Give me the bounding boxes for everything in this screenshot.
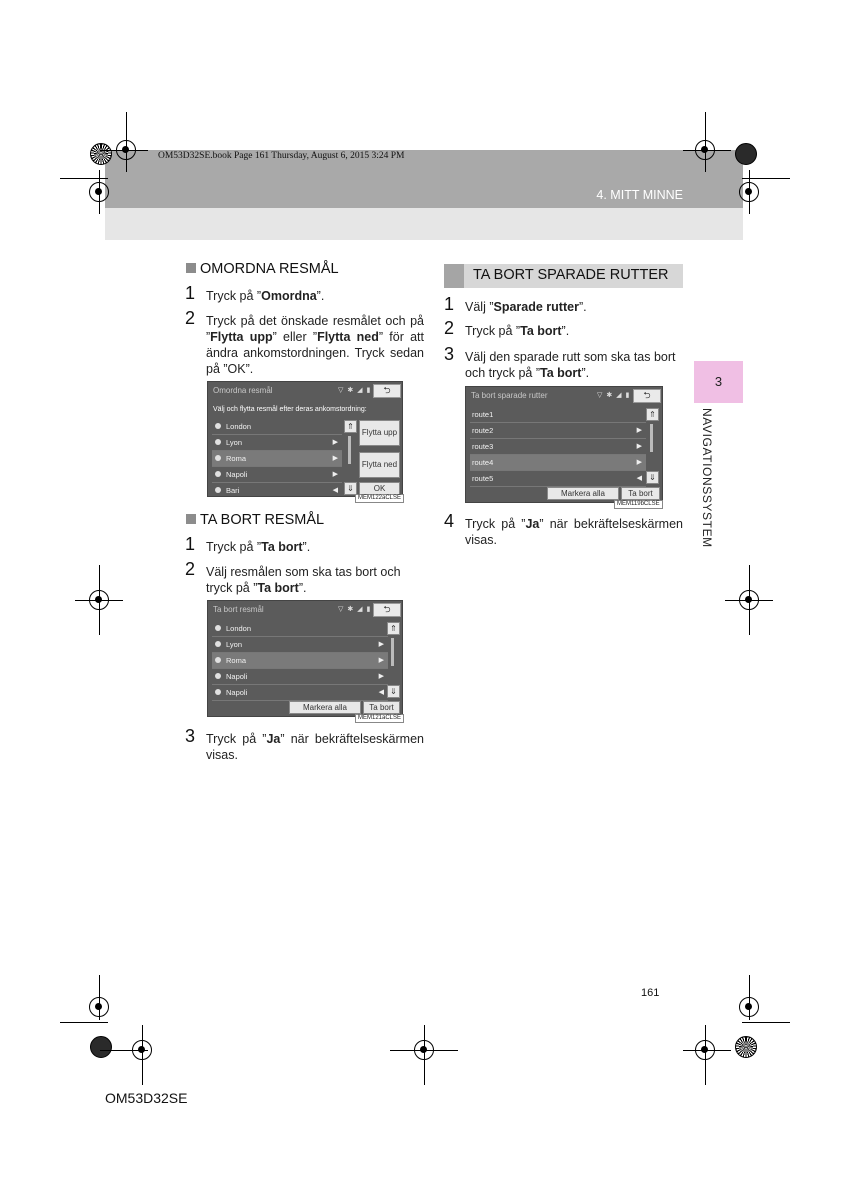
status-icons: ▽ ✱ ◢ ▮ bbox=[338, 387, 372, 394]
registration-mark-icon bbox=[89, 997, 109, 1017]
list-item[interactable]: Napoli ◀ bbox=[212, 685, 388, 701]
section-heading-delete-destinations: TA BORT RESMÅL bbox=[186, 512, 324, 528]
crop-mark bbox=[424, 1025, 425, 1085]
scroll-down-icon[interactable]: ⇓ bbox=[646, 471, 659, 484]
step-4: 4 Tryck på ”Ja” när bekräftelseskärmen visas. bbox=[444, 511, 683, 547]
book-info-line: OM53D32SE.book Page 161 Thursday, August 6, 2015 3:24 PM bbox=[158, 151, 405, 161]
list-item[interactable]: London bbox=[212, 419, 342, 435]
step-2: 2 Tryck på ”Ta bort”. bbox=[444, 318, 570, 338]
section-marker-icon bbox=[444, 264, 464, 288]
scrollbar[interactable] bbox=[391, 638, 394, 666]
crop-mark bbox=[749, 170, 750, 214]
scrollbar[interactable] bbox=[348, 436, 351, 464]
crop-mark bbox=[100, 150, 148, 151]
crop-mark bbox=[60, 178, 108, 179]
scroll-up-icon[interactable]: ⇑ bbox=[387, 622, 400, 635]
status-icons: ▽ ✱ ◢ ▮ bbox=[597, 392, 631, 399]
list-item[interactable]: route3 ▶ bbox=[470, 439, 646, 455]
screen-title: Ta bort resmål bbox=[213, 605, 264, 614]
select-all-button[interactable]: Markera alla bbox=[289, 701, 361, 714]
page-number: 161 bbox=[641, 987, 660, 999]
crop-mark bbox=[742, 1022, 790, 1023]
list-item[interactable]: London bbox=[212, 621, 388, 637]
select-all-button[interactable]: Markera alla bbox=[547, 487, 619, 500]
chapter-title: 4. MITT MINNE bbox=[596, 188, 683, 202]
section-heading-reorder: OMORDNA RESMÅL bbox=[186, 261, 339, 277]
print-rosette-icon bbox=[735, 1036, 757, 1058]
scroll-up-icon[interactable]: ⇑ bbox=[344, 420, 357, 433]
section-heading-delete-routes: TA BORT SPARADE RUTTER bbox=[444, 264, 683, 288]
chapter-tab-number: 3 bbox=[714, 374, 723, 389]
section-marker-icon bbox=[186, 514, 196, 524]
screenshot-delete-destinations bbox=[207, 600, 403, 717]
scroll-down-icon[interactable]: ⇓ bbox=[387, 685, 400, 698]
crop-mark bbox=[725, 600, 773, 601]
list-item[interactable]: Roma ▶ bbox=[212, 653, 388, 669]
delete-button[interactable]: Ta bort bbox=[363, 701, 400, 714]
list-item[interactable]: route1 bbox=[470, 407, 646, 423]
document-code: OM53D32SE bbox=[105, 1090, 188, 1106]
crop-mark bbox=[100, 1050, 148, 1051]
back-icon[interactable]: ⮌ bbox=[373, 384, 401, 398]
section-marker-icon bbox=[186, 263, 196, 273]
list-item[interactable]: Roma ▶ bbox=[212, 451, 342, 467]
crop-mark bbox=[142, 1025, 143, 1085]
header-subband bbox=[105, 208, 743, 240]
print-rosette-icon bbox=[90, 143, 112, 165]
step-2: 2 Välj resmålen som ska tas bort och tryck på ”Ta bort”. bbox=[185, 559, 401, 595]
screen-title: Omordna resmål bbox=[213, 386, 273, 395]
crop-mark bbox=[99, 170, 100, 214]
step-1: 1 Välj ”Sparade rutter”. bbox=[444, 294, 587, 314]
print-rosette-icon bbox=[90, 1036, 112, 1058]
move-down-button[interactable]: Flytta ned bbox=[359, 452, 400, 478]
crop-mark bbox=[683, 150, 731, 151]
crop-mark bbox=[75, 600, 123, 601]
list-item[interactable]: route5 ◀ bbox=[470, 471, 646, 487]
step-3: 3 Tryck på ”Ja” när bekräftelseskärmen visas. bbox=[185, 726, 424, 762]
list-item[interactable]: Lyon ▶ bbox=[212, 637, 388, 653]
scroll-up-icon[interactable]: ⇑ bbox=[646, 408, 659, 421]
list-item[interactable]: Bari ◀ bbox=[212, 483, 342, 497]
step-3: 3 Välj den sparade rutt som ska tas bort och tryck på ”Ta bort”. bbox=[444, 344, 676, 380]
scroll-down-icon[interactable]: ⇓ bbox=[344, 482, 357, 495]
list-item[interactable]: Napoli ▶ bbox=[212, 467, 342, 483]
step-1: 1 Tryck på ”Omordna”. bbox=[185, 283, 325, 303]
screenshot-delete-saved-routes bbox=[465, 386, 663, 503]
list-item[interactable]: Lyon ▶ bbox=[212, 435, 342, 451]
scrollbar[interactable] bbox=[650, 424, 653, 452]
crop-mark bbox=[705, 1025, 706, 1085]
chapter-tab-label: NAVIGATIONSSYSTEM bbox=[700, 408, 714, 548]
step-2: 2 Tryck på det önskade resmålet och på ”Flytta upp” eller ”Flytta ned” för att ändra ankomstordningen. Tryck sedan på ”OK”. bbox=[185, 308, 424, 376]
list-item[interactable]: Napoli ▶ bbox=[212, 669, 388, 685]
delete-button[interactable]: Ta bort bbox=[621, 487, 660, 500]
list-item[interactable]: route4 ▶ bbox=[470, 455, 646, 471]
figure-code: MEM119bCLSE bbox=[614, 500, 663, 509]
registration-mark-icon bbox=[739, 997, 759, 1017]
screen-instruction: Välj och flytta resmål efter deras ankomstordning: bbox=[213, 406, 367, 413]
status-icons: ▽ ✱ ◢ ▮ bbox=[338, 606, 372, 613]
crop-mark bbox=[683, 1050, 731, 1051]
back-icon[interactable]: ⮌ bbox=[633, 389, 661, 403]
crop-mark bbox=[60, 1022, 108, 1023]
chapter-tab bbox=[694, 361, 743, 403]
back-icon[interactable]: ⮌ bbox=[373, 603, 401, 617]
figure-code: MEM122aCLSE bbox=[355, 494, 404, 503]
print-rosette-icon bbox=[735, 143, 757, 165]
list-item[interactable]: route2 ▶ bbox=[470, 423, 646, 439]
screenshot-reorder-destinations bbox=[207, 381, 403, 497]
move-up-button[interactable]: Flytta upp bbox=[359, 420, 400, 446]
screen-title: Ta bort sparade rutter bbox=[471, 391, 548, 400]
ok-button[interactable]: OK bbox=[359, 482, 400, 495]
figure-code: MEM121aCLSE bbox=[355, 714, 404, 723]
step-1: 1 Tryck på ”Ta bort”. bbox=[185, 534, 311, 554]
